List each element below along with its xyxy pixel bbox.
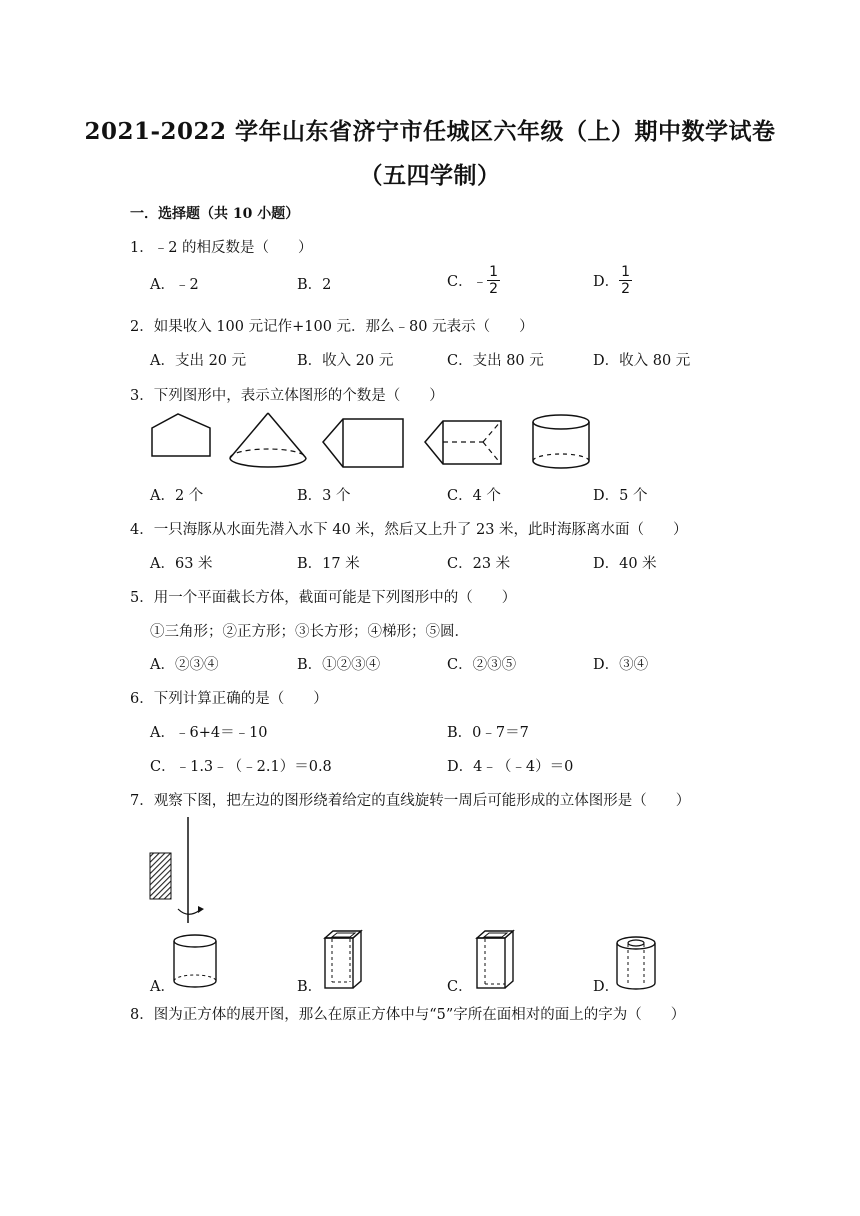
q3-option-d: D．5 个 bbox=[593, 488, 648, 504]
q5-option-b: B．①②③④ bbox=[297, 657, 381, 673]
q4-option-c: C．23 米 bbox=[447, 556, 511, 572]
q1-option-d bbox=[593, 264, 632, 297]
q7-stem: 7．观察下图，把左边的图形绕着给定的直线旋转一周后可能形成的立体图形是（ ） bbox=[130, 793, 691, 809]
q1-option-d-label: D． bbox=[593, 274, 620, 290]
q1-stem: 1．﹣2 的相反数是（ ） bbox=[130, 240, 313, 256]
q7-hollow-box-figure-b bbox=[321, 928, 365, 992]
q2-option-c: C．支出 80 元 bbox=[447, 353, 544, 369]
pentagon-figure bbox=[148, 412, 214, 460]
q6-option-a: A．﹣6+4＝﹣10 bbox=[150, 725, 268, 741]
q4-stem: 4．一只海豚从水面先潜入水下 40 米，然后又上升了 23 米，此时海豚离水面（ ） bbox=[130, 522, 688, 538]
section-heading: 一．选择题（共 10 小题） bbox=[130, 206, 300, 222]
q1-option-c-fraction: $\frac{1}{2}$ bbox=[489, 264, 499, 297]
title-line1: 2021-2022 学年山东省济宁市任城区六年级（上）期中数学试卷 bbox=[84, 118, 776, 145]
q7-option-b: B． bbox=[297, 979, 323, 995]
cylinder-figure bbox=[531, 413, 593, 473]
pentagon-house-figure bbox=[321, 415, 407, 471]
prism-figure bbox=[423, 418, 509, 470]
q1-option-b: B．2 bbox=[297, 277, 332, 293]
q5-option-c: C．②③⑤ bbox=[447, 657, 517, 673]
q6-stem: 6．下列计算正确的是（ ） bbox=[130, 691, 328, 707]
q2-option-a: A．支出 20 元 bbox=[150, 353, 247, 369]
q4-option-a: A．63 米 bbox=[150, 556, 213, 572]
q1-option-d-fraction: $\frac{1}{2}$ bbox=[621, 264, 631, 297]
q5-stem: 5．用一个平面截长方体，截面可能是下列图形中的（ ） bbox=[130, 590, 517, 606]
q4-option-b: B．17 米 bbox=[297, 556, 360, 572]
q7-hollow-cylinder-figure bbox=[615, 935, 659, 993]
q7-option-d: D． bbox=[593, 979, 620, 995]
q1-option-a: A．﹣2 bbox=[150, 277, 199, 293]
q3-option-b: B．3 个 bbox=[297, 488, 351, 504]
q7-option-c: C． bbox=[447, 979, 473, 995]
q6-option-d: D．4﹣（﹣4）＝0 bbox=[447, 759, 574, 775]
q4-option-d: D．40 米 bbox=[593, 556, 657, 572]
q1-option-c-label: C．﹣ bbox=[447, 274, 488, 290]
q2-option-d: D．收入 80 元 bbox=[593, 353, 691, 369]
q7-hollow-box-figure-c bbox=[473, 928, 517, 992]
q2-option-b: B．收入 20 元 bbox=[297, 353, 394, 369]
q7-cylinder-figure bbox=[172, 933, 220, 991]
q5-option-a: A．②③④ bbox=[150, 657, 219, 673]
rotation-figure bbox=[140, 815, 210, 925]
q3-option-a: A．2 个 bbox=[150, 488, 204, 504]
q3-option-c: C．4 个 bbox=[447, 488, 501, 504]
q3-stem: 3．下列图形中，表示立体图形的个数是（ ） bbox=[130, 388, 444, 404]
q8-stem: 8．图为正方体的展开图，那么在原正方体中与“5”字所在面相对的面上的字为（ ） bbox=[130, 1007, 686, 1023]
title-line2: （五四学制） bbox=[359, 162, 501, 189]
q1-option-c bbox=[447, 264, 500, 297]
q5-sub: ①三角形；②正方形；③长方形；④梯形；⑤圆． bbox=[150, 624, 469, 640]
q6-option-b: B．0﹣7＝7 bbox=[447, 725, 529, 741]
q7-option-a: A． bbox=[150, 979, 175, 995]
cone-figure bbox=[226, 410, 310, 472]
q6-option-c: C．﹣1.3﹣（﹣2.1）＝0.8 bbox=[150, 759, 332, 775]
q2-stem: 2．如果收入 100 元记作+100 元．那么﹣80 元表示（ ） bbox=[130, 319, 534, 335]
q5-option-d: D．③④ bbox=[593, 657, 649, 673]
